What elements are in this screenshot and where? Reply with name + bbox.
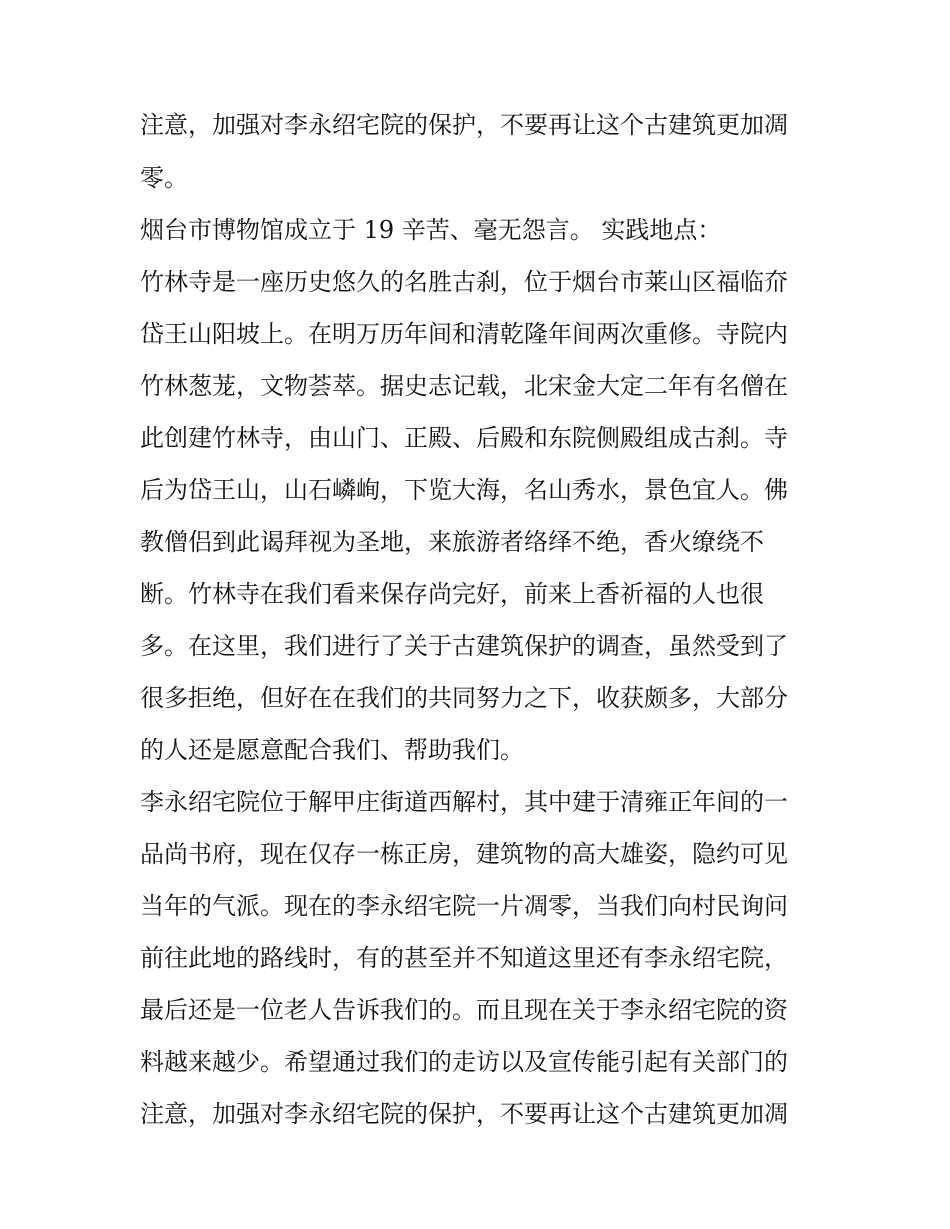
text-line: 教僧侣到此谒拜视为圣地，来旅游者络绎不绝，香火缭绕不 <box>140 528 764 556</box>
text-line: 李永绍宅院位于解甲庄街道西解村，其中建于清雍正年间的一 <box>140 788 788 816</box>
text-line: 多。在这里，我们进行了关于古建筑保护的调查，虽然受到了 <box>140 632 788 660</box>
text-line: 此创建竹林寺，由山门、正殿、后殿和东院侧殿组成古刹。寺 <box>140 424 788 452</box>
text-line: 前往此地的路线时，有的甚至并不知道这里还有李永绍宅院， <box>140 944 788 972</box>
text-line: 品尚书府，现在仅存一栋正房，建筑物的高大雄姿，隐约可见 <box>140 840 788 868</box>
text-line: 断。竹林寺在我们看来保存尚完好，前来上香祈福的人也很 <box>140 580 764 608</box>
text-line: 注意，加强对李永绍宅院的保护，不要再让这个古建筑更加凋 <box>140 111 788 139</box>
text-line: 注意，加强对李永绍宅院的保护，不要再让这个古建筑更加凋 <box>140 1100 788 1128</box>
text-line: 料越来越少。希望通过我们的走访以及宣传能引起有关部门的 <box>140 1048 788 1076</box>
text-line: 零。 <box>140 164 188 192</box>
text-line: 烟台市博物馆成立于 19 辛苦、毫无怨言。 实践地点： <box>140 216 722 244</box>
text-line: 岱王山阳坡上。在明万历年间和清乾隆年间两次重修。寺院内 <box>140 320 788 348</box>
text-line: 后为岱王山，山石嶙峋，下览大海，名山秀水，景色宜人。佛 <box>140 476 788 504</box>
text-line: 竹林葱茏，文物荟萃。据史志记载，北宋金大定二年有名僧在 <box>140 372 788 400</box>
text-line: 最后还是一位老人告诉我们的。而且现在关于李永绍宅院的资 <box>140 996 788 1024</box>
text-line: 很多拒绝，但好在在我们的共同努力之下，收获颇多，大部分 <box>140 684 788 712</box>
text-line: 当年的气派。现在的李永绍宅院一片凋零，当我们向村民询问 <box>140 892 788 920</box>
text-line: 的人还是愿意配合我们、帮助我们。 <box>140 736 524 764</box>
text-line: 竹林寺是一座历史悠久的名胜古刹，位于烟台市莱山区福临夼 <box>140 268 788 296</box>
